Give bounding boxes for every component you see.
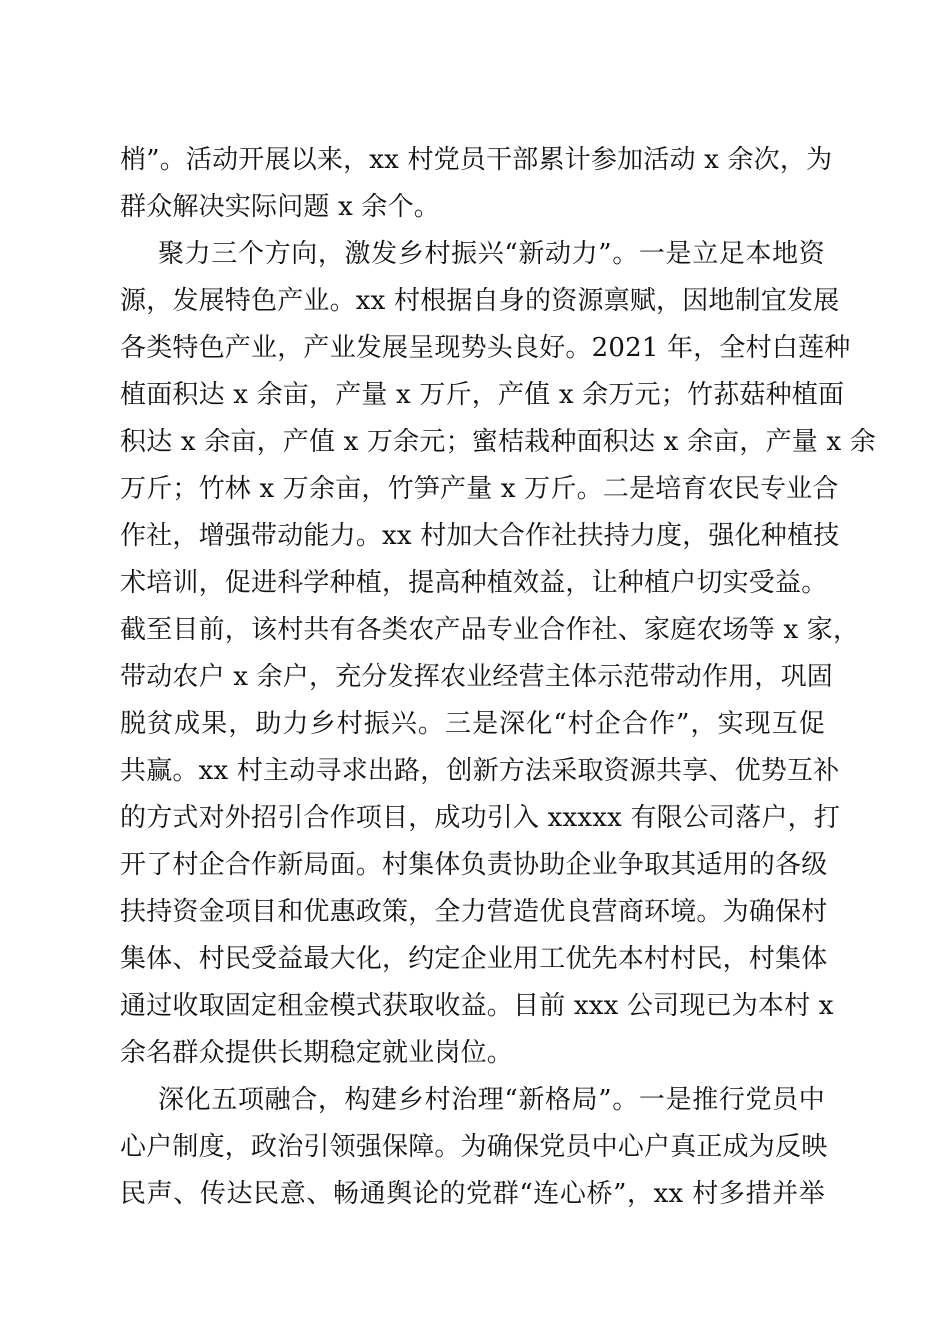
paragraph-3-line-2: 心户制度，政治引领强保障。为确保党员中心户真正成为反映 bbox=[120, 1132, 828, 1162]
paragraph-1-line-1: 梢”。活动开展以来，xx 村党员干部累计参加活动 x 余次，为 bbox=[120, 145, 833, 175]
paragraph-2-line-16: 集体、村民受益最大化，约定企业用工优先本村村民，村集体 bbox=[120, 944, 828, 974]
paragraph-2-line-4: 植面积达 x 余亩，产量 x 万斤，产值 x 余万元；竹荪菇种植面 bbox=[120, 380, 845, 410]
paragraph-3-line-3: 民声、传达民意、畅通舆论的党群“连心桥”，xx 村多措并举 bbox=[120, 1179, 825, 1209]
paragraph-2-line-13: 的方式对外招引合作项目，成功引入 xxxxx 有限公司落户，打 bbox=[120, 803, 841, 833]
paragraph-2-line-8: 术培训，促进科学种植，提高种植效益，让种植户切实受益。 bbox=[120, 568, 828, 598]
paragraph-2-line-17: 通过收取固定租金模式获取收益。目前 xxx 公司现已为本村 x bbox=[120, 991, 834, 1021]
paragraph-2-line-12: 共赢。xx 村主动寻求出路，创新方法采取资源共享、优势互补 bbox=[120, 756, 840, 786]
paragraph-2-line-18: 余名群众提供长期稳定就业岗位。 bbox=[120, 1038, 514, 1068]
paragraph-2-line-6: 万斤；竹林 x 万余亩，竹笋产量 x 万斤。二是培育农民专业合 bbox=[120, 474, 839, 504]
paragraph-2-line-11: 脱贫成果，助力乡村振兴。三是深化“村企合作”，实现互促 bbox=[120, 709, 825, 739]
paragraph-2-line-2: 源，发展特色产业。xx 村根据自身的资源禀赋，因地制宜发展 bbox=[120, 286, 840, 316]
paragraph-2-line-3: 各类特色产业，产业发展呈现势头良好。2021 年，全村白莲种 bbox=[120, 333, 851, 363]
paragraph-1-line-2: 群众解决实际问题 x 余个。 bbox=[120, 192, 440, 222]
paragraph-2-line-10: 带动农户 x 余户，充分发挥农业经营主体示范带动作用，巩固 bbox=[120, 662, 833, 692]
paragraph-2-line-14: 开了村企合作新局面。村集体负责协助企业争取其适用的各级 bbox=[120, 850, 828, 880]
paragraph-2-line-1: 聚力三个方向，激发乡村振兴“新动力”。一是立足本地资 bbox=[158, 239, 825, 269]
paragraph-2-line-9: 截至目前，该村共有各类农产品专业合作社、家庭农场等 x 家， bbox=[120, 615, 860, 645]
paragraph-2-line-5: 积达 x 余亩，产值 x 万余元；蜜桔栽种面积达 x 余亩，产量 x 余 bbox=[120, 427, 876, 457]
paragraph-3-line-1: 深化五项融合，构建乡村治理“新格局”。一是推行党员中 bbox=[158, 1085, 825, 1115]
paragraph-2-line-15: 扶持资金项目和优惠政策，全力营造优良营商环境。为确保村 bbox=[120, 897, 828, 927]
paragraph-2-line-7: 作社，增强带动能力。xx 村加大合作社扶持力度，强化种植技 bbox=[120, 521, 840, 551]
